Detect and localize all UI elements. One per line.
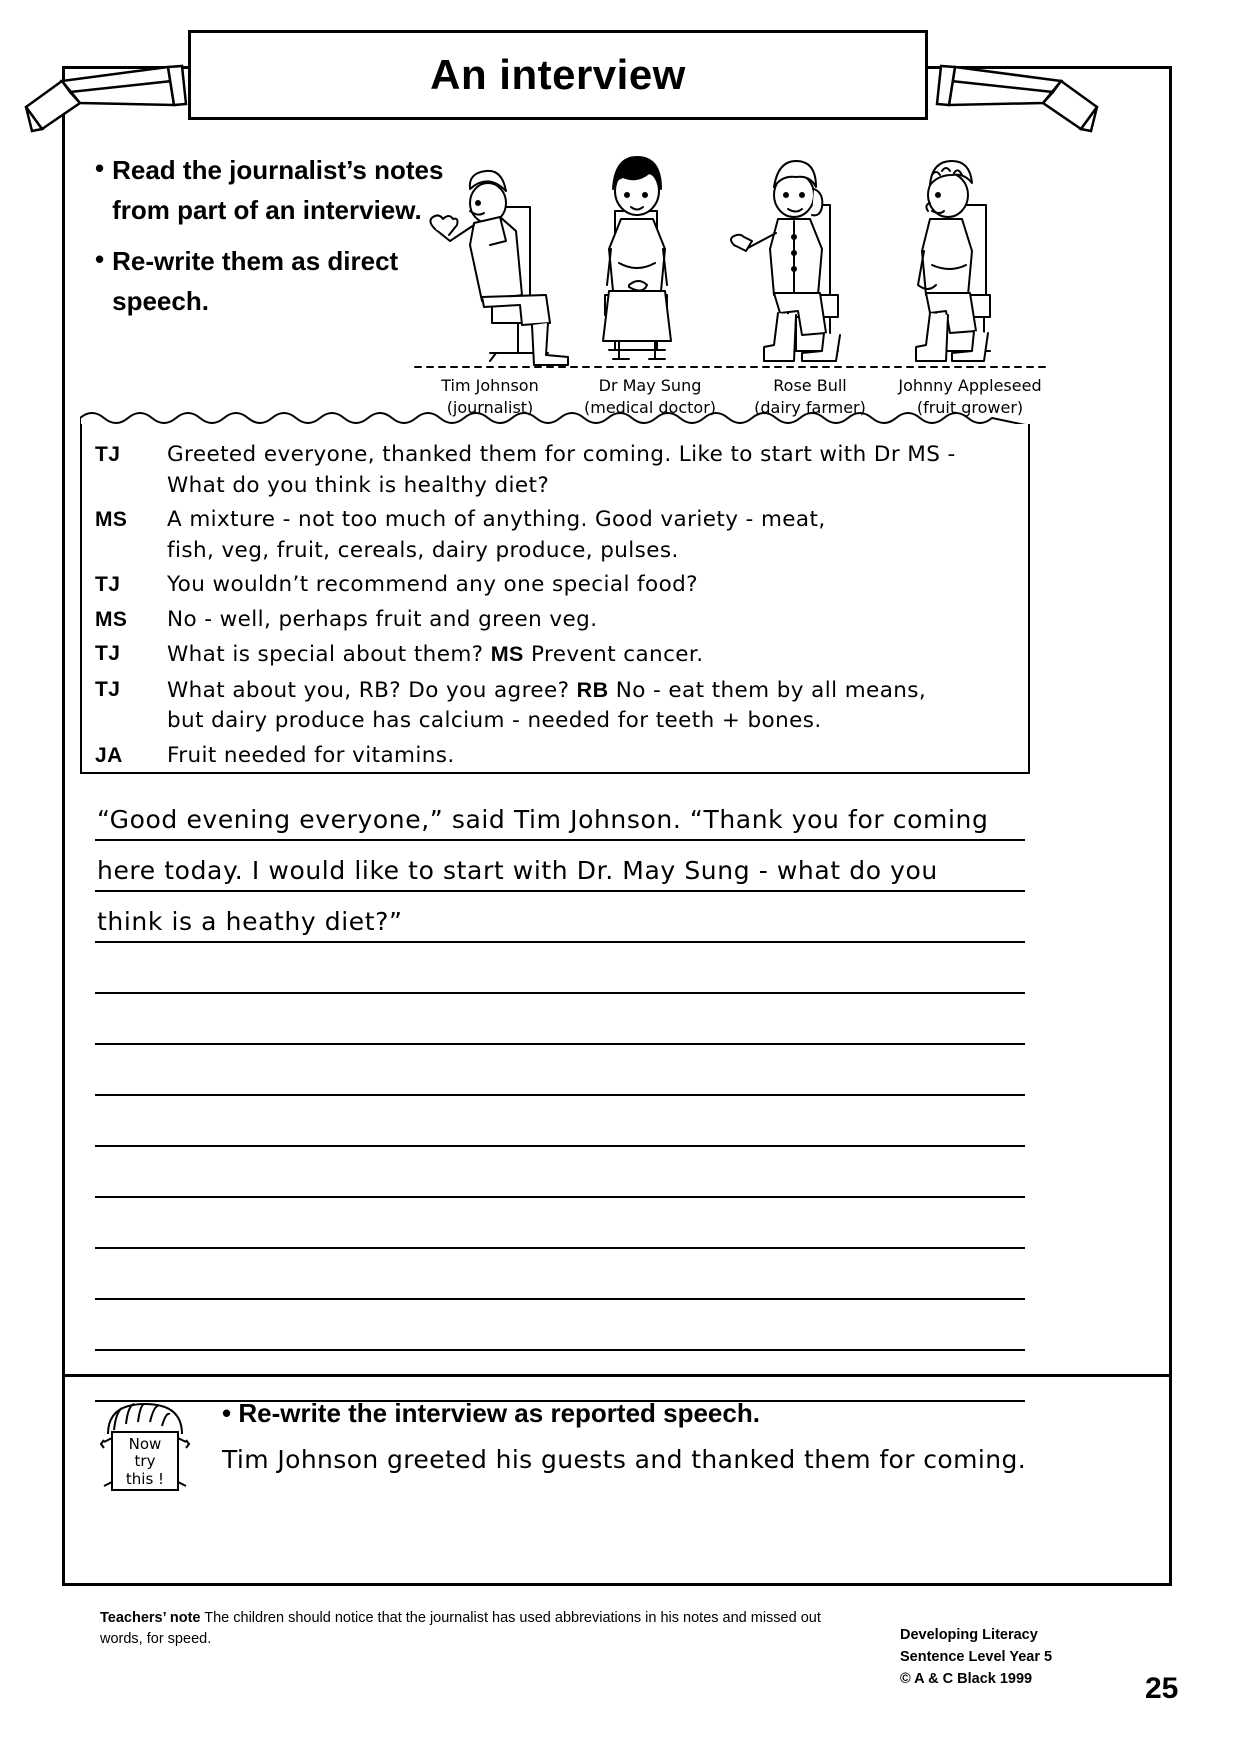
handwriting-line-3: think is a heathy diet?” [97, 907, 403, 936]
character-role-1: (journalist) [446, 397, 534, 417]
page-title: An interview [430, 51, 686, 98]
answer-line-blank[interactable] [95, 1096, 1025, 1147]
note-row [95, 605, 1025, 636]
answer-line-blank[interactable] [95, 994, 1025, 1045]
character-label-4 [890, 375, 1050, 418]
now-try-this-task [222, 1398, 1052, 1474]
character-name-1: Tim Johnson [441, 376, 539, 395]
answer-line-blank[interactable] [95, 1198, 1025, 1249]
note-text: Greeted everyone, thanked them for coming. Like to start with Dr MS - What do you think is healthy diet? [167, 442, 956, 498]
note-speaker: MS [95, 607, 128, 631]
note-speaker: TJ [95, 677, 121, 701]
teachers-note [100, 1608, 860, 1650]
answer-writing-area[interactable] [95, 790, 1025, 1402]
note-text: What is special about them? MS Prevent cancer. [167, 642, 704, 668]
instruction-item-2 [95, 241, 455, 322]
answer-line-blank[interactable] [95, 1045, 1025, 1096]
answer-line-blank[interactable] [95, 943, 1025, 994]
teachers-note-text: The children should notice that the journalist has used abbreviations in his notes and missed out words, for speed. [100, 1610, 821, 1648]
bullet-icon: • [95, 153, 105, 183]
answer-line-blank[interactable] [95, 1300, 1025, 1351]
instruction-text-1: Read the journalist’s notes from part of an interview. [112, 155, 444, 226]
character-role-2: (medical doctor) [583, 397, 717, 417]
now-try-this-label [112, 1436, 178, 1488]
note-row [95, 505, 1025, 566]
character-label-1 [410, 375, 570, 418]
page-title-box [188, 30, 928, 120]
task-heading-text: Re-write the interview as reported speech. [238, 1398, 760, 1428]
pencil-decoration-right [925, 45, 1105, 150]
now-try-line-3: this ! [125, 1469, 165, 1488]
answer-line-blank[interactable] [95, 1147, 1025, 1198]
handwriting-line-2: here today. I would like to start with Dr. May Sung - what do you [97, 856, 938, 885]
now-try-line-2: try [134, 1452, 156, 1471]
note-row [95, 741, 1025, 772]
instruction-text-2: Re-write them as direct speech. [112, 245, 399, 316]
answer-line-filled[interactable] [95, 790, 1025, 841]
instruction-item-1 [95, 150, 455, 231]
journalist-notes-content [95, 440, 1025, 775]
character-labels [410, 375, 1050, 418]
teachers-note-label: Teachers’ note [100, 1610, 201, 1626]
footer-divider [62, 1374, 1172, 1377]
now-try-line-1: Now [128, 1435, 162, 1453]
character-label-2 [570, 375, 730, 418]
note-speaker: TJ [95, 573, 121, 597]
task-heading-row [222, 1398, 1052, 1429]
credit-line-3: © A & C Black 1999 [900, 1670, 1033, 1687]
note-row [95, 639, 1025, 671]
note-text: A mixture - not too much of anything. Good variety - meat, fish, veg, fruit, cereals, dairy produce, pulses. [167, 507, 826, 563]
note-row [95, 440, 1025, 501]
note-text: What about you, RB? Do you agree? RB No - eat them by all means, but dairy produce has calcium - needed for teeth + bones. [167, 677, 927, 734]
character-role-4: (fruit grower) [916, 397, 1024, 417]
task-example-handwriting: Tim Johnson greeted his guests and thanked them for coming. [222, 1445, 1027, 1474]
answer-line-filled[interactable] [95, 841, 1025, 892]
character-name-4: Johnny Appleseed [898, 376, 1042, 395]
note-text: No - well, perhaps fruit and green veg. [167, 606, 598, 632]
note-speaker: MS [95, 508, 128, 532]
answer-line-blank[interactable] [95, 1249, 1025, 1300]
instructions-list [95, 150, 455, 321]
handwriting-line-1: “Good evening everyone,” said Tim Johnson. “Thank you for coming [97, 805, 989, 834]
note-row [95, 570, 1025, 601]
note-speaker: TJ [95, 443, 121, 466]
character-name-3: Rose Bull [773, 376, 847, 395]
credit-line-2: Sentence Level Year 5 [900, 1648, 1053, 1665]
note-speaker: JA [95, 743, 123, 767]
bullet-icon: • [222, 1398, 232, 1428]
pencil-decoration-left [18, 45, 198, 150]
interview-characters-illustration [410, 145, 1050, 395]
character-role-3: (dairy farmer) [754, 397, 866, 417]
note-text: Fruit needed for vitamins. [167, 742, 455, 768]
character-name-2: Dr May Sung [598, 376, 702, 395]
note-row [95, 675, 1025, 737]
publisher-credits [900, 1625, 1052, 1690]
page-number: 25 [1145, 1672, 1179, 1705]
note-speaker: TJ [95, 642, 121, 666]
now-try-this-badge [90, 1390, 200, 1508]
credit-line-1: Developing Literacy [900, 1627, 1038, 1643]
bullet-icon: • [95, 243, 105, 274]
answer-line-filled[interactable] [95, 892, 1025, 943]
character-label-3 [730, 375, 890, 418]
note-text: You wouldn’t recommend any one special food? [167, 572, 698, 598]
